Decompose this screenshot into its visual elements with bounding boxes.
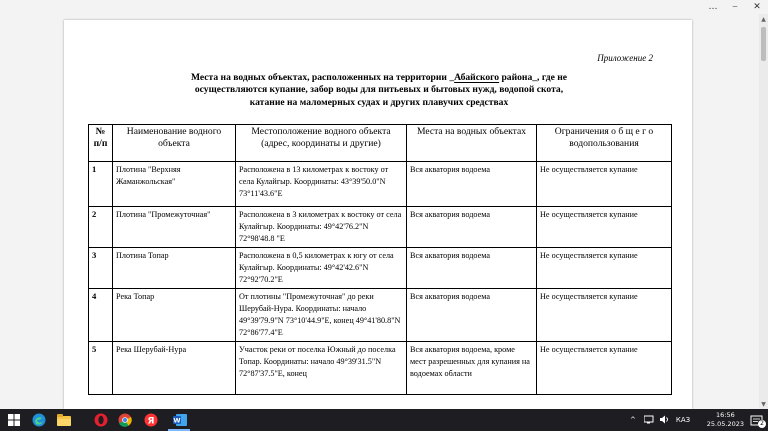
header-location: Местоположение водного объекта (адрес, координаты и другие): [236, 125, 407, 162]
object-restriction: Не осуществляется купание: [537, 207, 672, 248]
window-controls: [702, 0, 768, 14]
object-places: Вся акватория водоема: [407, 289, 537, 342]
water-objects-table: [88, 124, 672, 395]
header-places: Места на водных объектах: [407, 125, 537, 162]
object-places: Вся акватория водоема: [407, 207, 537, 248]
row-number: 3: [89, 248, 113, 289]
appendix-label: Приложение 2: [597, 53, 653, 63]
edge-browser-icon[interactable]: [31, 412, 47, 428]
document-title: [154, 72, 604, 109]
title-line-2: осуществляются купание, забор воды для питьевых и бытовых нужд, водопой скота,: [194, 84, 564, 96]
language-indicator[interactable]: КАЗ: [675, 416, 691, 424]
notification-badge: 2: [758, 420, 766, 428]
district-name: Абайского: [454, 72, 500, 83]
file-explorer-icon[interactable]: [56, 412, 72, 428]
title-line-3: катание на маломерных судах и других плавучих средствах: [249, 96, 509, 108]
notification-center-icon[interactable]: [750, 413, 764, 427]
object-restriction: Не осуществляется купание: [537, 162, 672, 207]
table-row: [89, 248, 672, 289]
volume-icon[interactable]: [660, 415, 670, 426]
title-line-1: Места на водных объектах, расположенных на территории _Абайского района_, где не: [190, 72, 568, 83]
object-name: Плотина Топар: [113, 248, 236, 289]
object-places: Вся акватория водоема, кроме мест разрешенных для купания на водоемах области: [407, 342, 537, 395]
scroll-thumb[interactable]: [761, 27, 766, 61]
object-restriction: Не осуществляется купание: [537, 342, 672, 395]
clock-time: 16:56: [716, 411, 735, 419]
object-name: Река Шерубай-Нура: [113, 342, 236, 395]
table-row: [89, 289, 672, 342]
header-number: № п/п: [89, 125, 113, 162]
object-name: Плотина "Промежуточная": [113, 207, 236, 248]
scroll-up-arrow-icon[interactable]: ▲: [761, 15, 766, 23]
row-number: 2: [89, 207, 113, 248]
object-location: Расположена в 0,5 километрах к югу от села Кулайгыр. Координаты: 49°42'42.6"N 72°92'70.2"E: [236, 248, 407, 289]
scroll-down-arrow-icon[interactable]: ▼: [761, 400, 766, 408]
object-restriction: Не осуществляется купание: [537, 248, 672, 289]
object-name: Река Топар: [113, 289, 236, 342]
network-icon[interactable]: [644, 415, 654, 426]
chrome-icon[interactable]: [117, 412, 133, 428]
header-name: Наименование водного объекта: [113, 125, 236, 162]
object-name: Плотина "Верхняя Жаманжольская": [113, 162, 236, 207]
object-location: Расположена в 3 километрах к востоку от села Кулайгыр. Координаты: 49°42'76.2"N 72°98'48.8 "E: [236, 207, 407, 248]
object-places: Вся акватория водоема: [407, 248, 537, 289]
row-number: 5: [89, 342, 113, 395]
word-icon[interactable]: [172, 412, 188, 428]
object-location: Расположена в 13 километрах к востоку от села Кулайгыр. Координаты: 43°39'50.0"N 73°11'43.6"E: [236, 162, 407, 207]
taskbar: [0, 409, 768, 431]
table-row: [89, 342, 672, 395]
svg-text:W: W: [173, 416, 181, 425]
document-page: [64, 20, 692, 409]
vertical-scrollbar[interactable]: [759, 14, 768, 409]
svg-text:Я: Я: [147, 416, 155, 427]
opera-icon[interactable]: [93, 412, 109, 428]
object-places: Вся акватория водоема: [407, 162, 537, 207]
object-location: Участок реки от поселка Южный до поселка Топар. Координаты: начало 49°39'31.5"N 72°87'37.5"E, конец: [236, 342, 407, 395]
table-header-row: [89, 125, 672, 162]
tray-chevron-icon[interactable]: ^: [630, 416, 636, 424]
clock-date: 25.05.2023: [706, 420, 744, 428]
start-icon[interactable]: [6, 412, 22, 428]
table-row: [89, 162, 672, 207]
table-row: [89, 207, 672, 248]
header-restrictions: Ограничения о б щ е г о водопользования: [537, 125, 672, 162]
clock[interactable]: [707, 411, 744, 429]
more-options-button[interactable]: …: [708, 2, 718, 12]
minimize-button[interactable]: ⎯: [732, 2, 738, 12]
system-tray: [630, 409, 690, 431]
close-button[interactable]: ✕: [753, 2, 761, 12]
row-number: 1: [89, 162, 113, 207]
yandex-browser-icon[interactable]: [143, 412, 159, 428]
object-location: От плотины "Промежуточная" до реки Шерубай-Нура. Координаты: начало 49°39'79.9"N 73°10'44.9"E, конец 49°41'80.8"N 72°86'77.4"E: [236, 289, 407, 342]
object-restriction: Не осуществляется купание: [537, 289, 672, 342]
row-number: 4: [89, 289, 113, 342]
